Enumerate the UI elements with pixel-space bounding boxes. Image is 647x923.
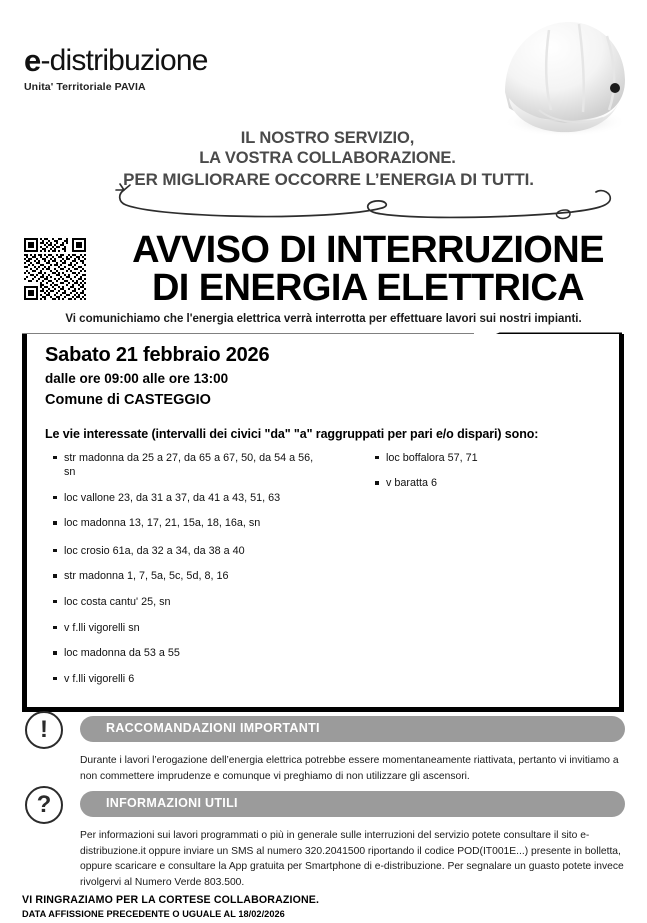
street-item: v f.lli vigorelli sn — [51, 621, 327, 636]
recommendations-badge — [80, 716, 625, 742]
street-item: loc crosio 61a, da 32 a 34, da 38 a 40 — [51, 544, 327, 559]
brand-logo — [24, 44, 208, 93]
street-item: loc madonna 13, 17, 21, 15a, 18, 16a, sn — [51, 516, 327, 531]
logo-wordmark-text: -distribuzione — [40, 44, 208, 77]
footer-posting-date: DATA AFFISSIONE PRECEDENTE O UGUALE AL 18/02/2026 — [22, 909, 285, 919]
useful-info-badge — [80, 791, 625, 817]
outage-details-box — [22, 334, 624, 712]
affected-streets-list — [45, 451, 605, 691]
question-glyph: ? — [36, 791, 52, 818]
street-item: str madonna da 25 a 27, da 65 a 67, 50, da 54 a 56, sn — [51, 451, 327, 480]
slogan-line-3: PER MIGLIORARE OCCORRE L’ENERGIA DI TUTTI. — [123, 169, 534, 189]
exclamation-glyph: ! — [40, 716, 48, 743]
page-subtitle: Vi comunichiamo che l'energia elettrica verrà interrotta per effettuare lavori sui nostri impianti. — [65, 313, 582, 325]
useful-info-section — [22, 789, 625, 891]
useful-info-header — [22, 789, 625, 819]
recommendations-header — [22, 714, 625, 744]
recommendations-title: RACCOMANDAZIONI IMPORTANTI — [106, 721, 320, 735]
street-item: v f.lli vigorelli 6 — [51, 672, 327, 687]
useful-info-body: Per informazioni sui lavori programmati o più in generale sulle interruzioni del servizio potete consultare il sito e-distribuzione.it oppure inviare un SMS al numero 320.2041500 riportando il codice POD(IT001E...) presente in bolletta, oppure scaricare e consultare la App gratuita per Smartphone di e-distribuzione. Per segnalare un guasto potete invece rivolgervi al Numero Verde 803.500. — [80, 830, 624, 888]
safety-helmet-icon — [479, 14, 639, 142]
logo-wordmark — [24, 44, 208, 76]
recommendations-body: Durante i lavori l’erogazione dell’energia elettrica potrebbe essere momentaneamente riattivata, pertanto vi invitiamo a non commettere imprudenze e comunque vi preghiamo di non utilizzare gli ascensori. — [80, 755, 619, 782]
outage-municipality: Comune di CASTEGGIO — [45, 391, 211, 408]
page-title-line-2: DI ENERGIA ELETTRICA — [151, 266, 585, 309]
streets-column-right — [373, 451, 633, 502]
territorial-unit-label: Unita' Territoriale PAVIA — [24, 81, 146, 93]
recommendations-section — [22, 714, 625, 784]
street-item: loc boffalora 57, 71 — [373, 451, 633, 466]
street-item: loc costa cantu' 25, sn — [51, 595, 327, 610]
street-item: loc madonna da 53 a 55 — [51, 646, 327, 661]
question-circle-icon — [25, 786, 63, 824]
outage-date: Sabato 21 febbraio 2026 — [45, 344, 270, 366]
logo-e-mark: e — [24, 43, 41, 78]
page-title-line-1: AVVISO DI INTERRUZIONE — [132, 229, 604, 271]
page-footer — [22, 894, 622, 919]
street-item: str madonna 1, 7, 5a, 5c, 5d, 8, 16 — [51, 569, 327, 584]
power-cable-decoration — [110, 180, 630, 220]
streets-heading: Le vie interessate (intervalli dei civici "da" "a" raggruppati per pari e/o dispari) sono: — [45, 426, 539, 441]
page-header — [0, 0, 647, 130]
outage-time-range: dalle ore 09:00 alle ore 13:00 — [45, 370, 229, 386]
streets-column-left — [51, 451, 327, 698]
page-title — [92, 229, 644, 309]
footer-thanks-text: VI RINGRAZIAMO PER LA CORTESE COLLABORAZIONE. — [22, 894, 320, 906]
street-item: v baratta 6 — [373, 476, 633, 491]
qr-code-icon — [22, 236, 88, 302]
exclamation-circle-icon — [25, 711, 63, 749]
slogan-block — [0, 128, 647, 190]
slogan-line-2: LA VOSTRA COLLABORAZIONE. — [199, 149, 456, 168]
slogan-line-1: IL NOSTRO SERVIZIO, — [240, 129, 415, 147]
useful-info-title: INFORMAZIONI UTILI — [106, 796, 238, 810]
street-item: loc vallone 23, da 31 a 37, da 41 a 43, 51, 63 — [51, 491, 327, 506]
